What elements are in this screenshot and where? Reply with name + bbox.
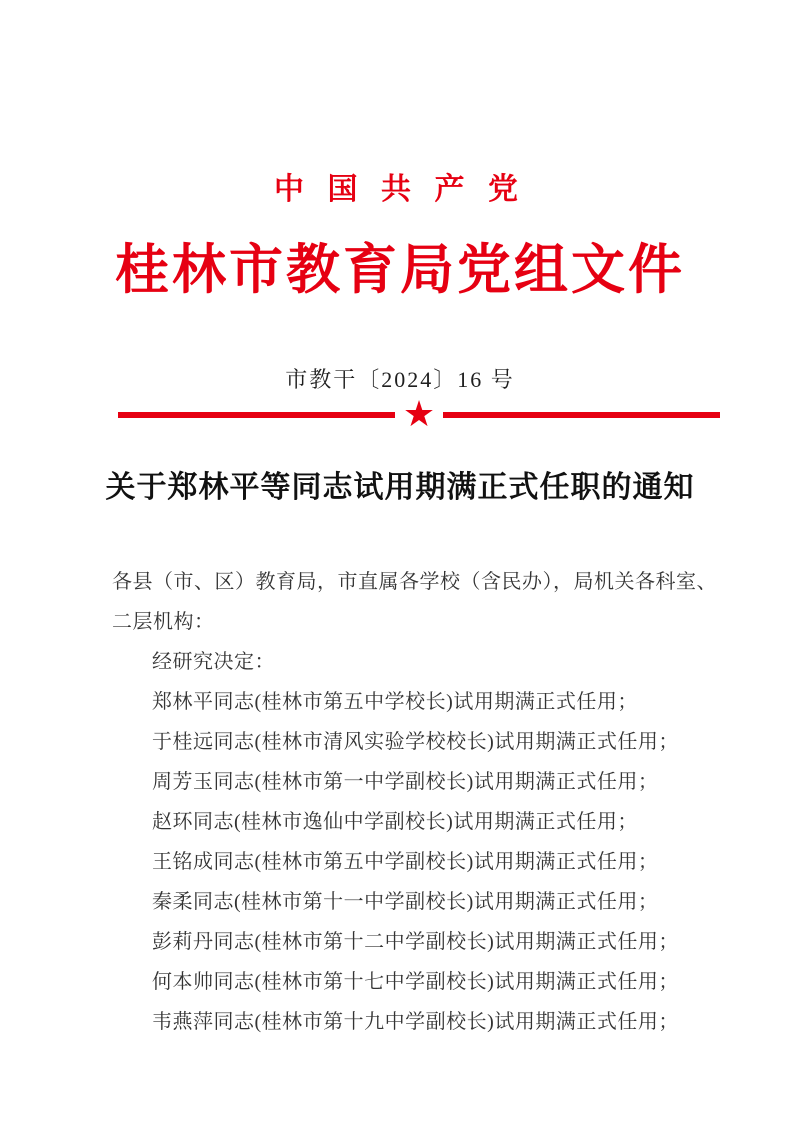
appointment-line: 于桂远同志(桂林市清风实验学校校长)试用期满正式任用； <box>152 731 679 753</box>
org-document-title: 桂林市教育局党组文件 <box>115 240 685 300</box>
appointment-line: 韦燕萍同志(桂林市第十九中学副校长)试用期满正式任用； <box>152 1011 679 1033</box>
appointment-line: 何本帅同志(桂林市第十七中学副校长)试用期满正式任用； <box>152 971 679 993</box>
red-divider <box>118 396 720 434</box>
appointment-line: 秦柔同志(桂林市第十一中学副校长)试用期满正式任用； <box>152 891 659 913</box>
appointment-line: 赵环同志(桂林市逸仙中学副校长)试用期满正式任用； <box>152 811 638 833</box>
divider-line-right <box>443 412 720 418</box>
salutation-line-1: 各县（市、区）教育局，市直属各学校（含民办），局机关各科室、 <box>112 571 717 593</box>
party-name-heading: 中 国 共 产 党 <box>274 173 526 206</box>
appointment-line: 郑林平同志(桂林市第五中学校长)试用期满正式任用； <box>152 691 638 713</box>
salutation-line-2: 二层机构： <box>112 611 215 633</box>
document-number: 市教干〔2024〕16 号 <box>285 367 515 392</box>
decision-intro: 经研究决定： <box>152 651 275 673</box>
appointment-line: 彭莉丹同志(桂林市第十二中学副校长)试用期满正式任用； <box>152 931 679 953</box>
appointment-line: 王铭成同志(桂林市第五中学副校长)试用期满正式任用； <box>152 851 659 873</box>
divider-line-left <box>118 412 395 418</box>
star-icon: ★ <box>402 394 436 435</box>
document-body <box>0 562 800 1042</box>
notice-title: 关于郑林平等同志试用期满正式任职的通知 <box>105 471 695 504</box>
appointment-line: 周芳玉同志(桂林市第一中学副校长)试用期满正式任用； <box>152 771 659 793</box>
